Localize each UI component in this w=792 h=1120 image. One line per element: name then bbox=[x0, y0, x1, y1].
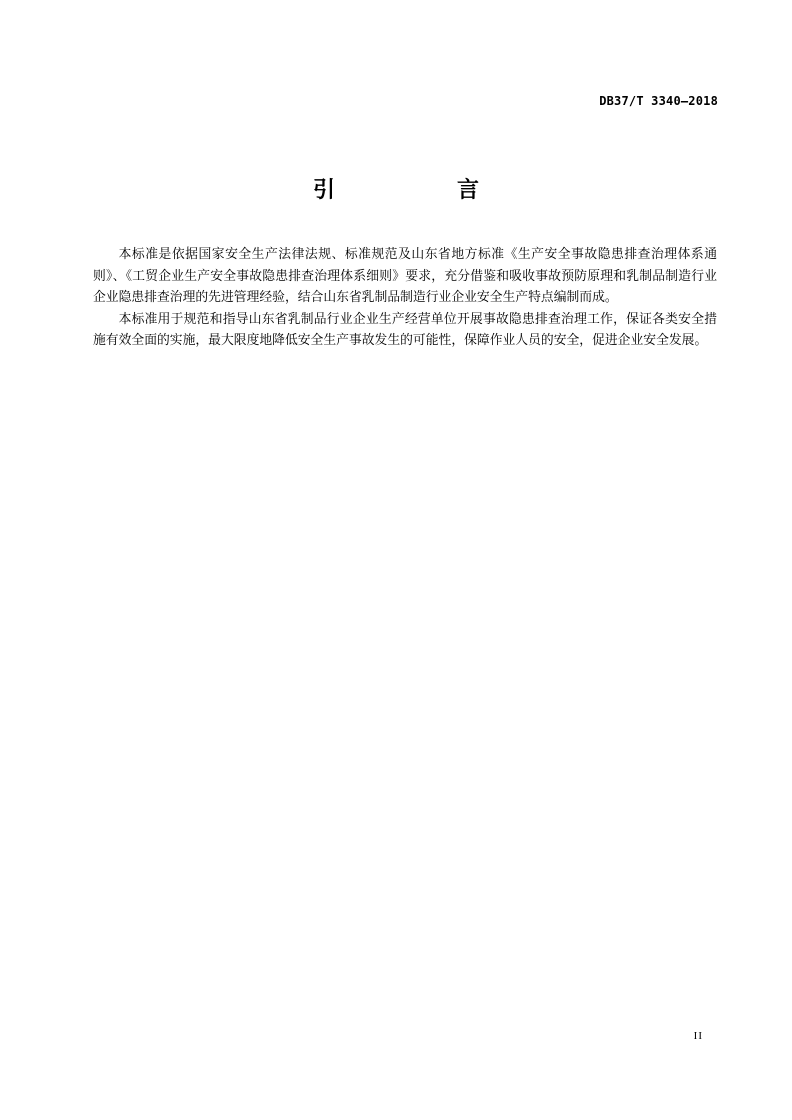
page-number: II bbox=[693, 1030, 703, 1042]
paragraph: 本标准用于规范和指导山东省乳制品行业企业生产经营单位开展事故隐患排查治理工作，保证各类安全措施有效全面的实施，最大限度地降低安全生产事故发生的可能性，保障作业人员的安全，促进企业安全发展。 bbox=[93, 311, 717, 348]
section-title: 引 言 bbox=[312, 178, 529, 203]
body-text bbox=[93, 244, 717, 352]
document-code: DB37/T 3340—2018 bbox=[599, 94, 718, 108]
paragraph: 本标准是依据国家安全生产法律法规、标准规范及山东省地方标准《生产安全事故隐患排查治理体系通则》、《工贸企业生产安全事故隐患排查治理体系细则》要求，充分借鉴和吸收事故预防原理和乳制品制造行业企业隐患排查治理的先进管理经验，结合山东省乳制品制造行业企业安全生产特点编制而成。 bbox=[93, 247, 717, 305]
